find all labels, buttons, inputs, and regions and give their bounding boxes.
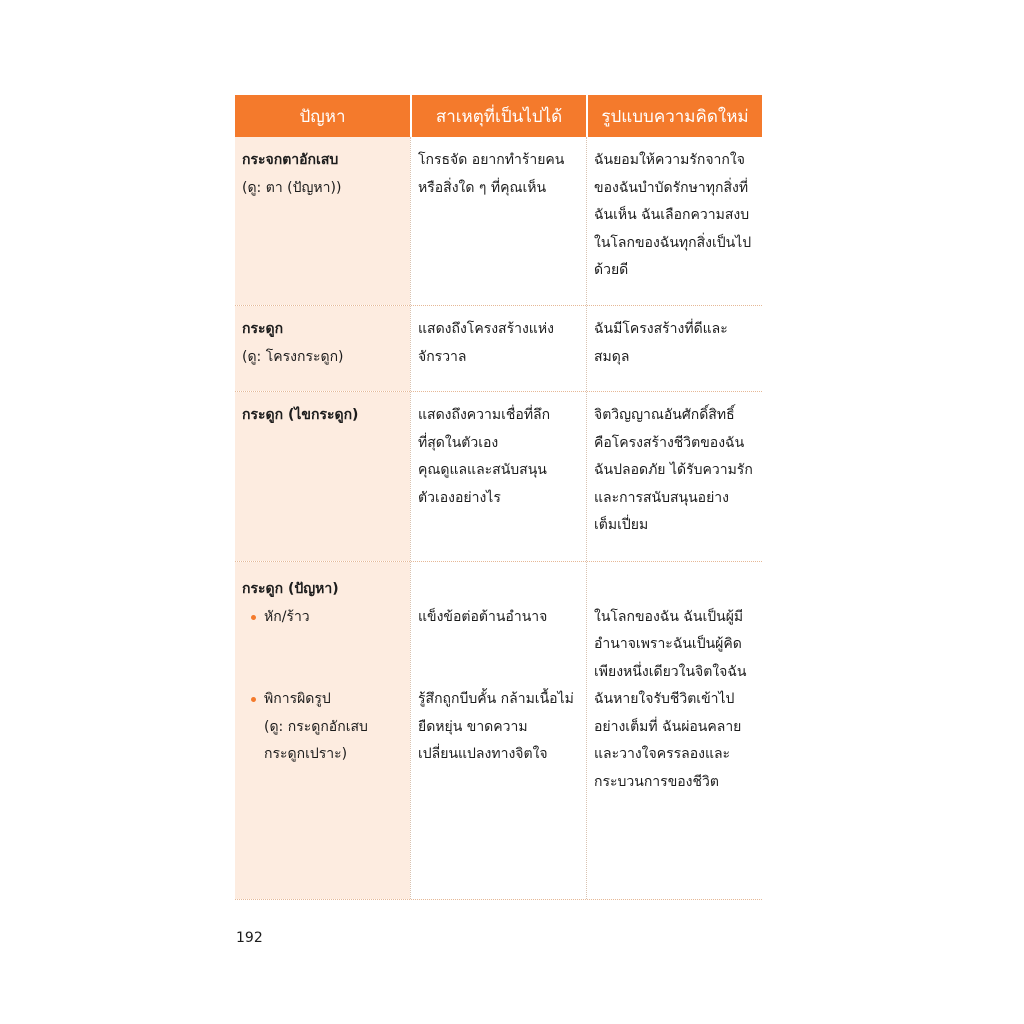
pattern-line: ฉันยอมให้ความรักจากใจ [594,152,745,168]
pattern-line: เต็มเปี่ยม [594,517,649,533]
cause-line: เปลี่ยนแปลงทางจิตใจ [418,746,548,762]
cause-cell [410,392,586,561]
pattern-line: และการสนับสนุนอย่าง [594,489,729,506]
cause-line: หรือสิ่งใด ๆ ที่คุณเห็น [418,179,547,196]
header-problem: ปัญหา [299,106,346,127]
problem-see-also: (ดู: ตา (ปัญหา)) [242,179,342,196]
pattern-line: อย่างเต็มที่ ฉันผ่อนคลาย [594,718,742,735]
pattern-line: ของฉันบำบัดรักษาทุกสิ่งที่ [594,179,749,196]
cause-line: โกรธจัด อยากทำร้ายคน [418,152,565,168]
problem-cell [235,562,410,899]
problem-term: กระจกตาอักเสบ [242,152,339,168]
table-row [235,562,762,900]
cause-line: คุณดูแลและสนับสนุน [418,462,547,478]
pattern-cell [586,137,762,305]
cause-line: แข็งข้อต่อต้านอำนาจ [418,608,548,625]
pattern-line: จิตวิญญาณอันศักดิ์สิทธิ์ [594,407,735,423]
cause-line: รู้สึกถูกบีบคั้น กล้ามเนื้อไม่ [418,691,574,707]
problem-see-also: (ดู: โครงกระดูก) [242,348,344,365]
pattern-line: และวางใจครรลองและ [594,746,731,762]
cause-line: ตัวเองอย่างไร [418,489,501,506]
spacer [242,631,404,686]
remedy-table [235,95,762,900]
pattern-line: ในโลกของฉัน ฉันเป็นผู้มี [594,608,744,625]
pattern-line: กระบวนการของชีวิต [594,773,719,790]
page-number: 192 [236,930,263,946]
table-row [235,392,762,562]
pattern-line: ฉันปลอดภัย ได้รับความรัก [594,462,753,478]
table-row [235,306,762,392]
pattern-line: ด้วยดี [594,262,629,278]
problem-see-also: (ดู: กระดูกอักเสบ [264,718,368,735]
problem-cell [235,306,410,391]
cause-line: แสดงถึงความเชื่อที่ลึก [418,407,551,423]
problem-bullet-deformity: พิการผิดรูป [242,686,404,714]
pattern-cell [586,562,762,899]
problem-bullet-fracture: หัก/ร้าว [242,604,404,632]
cause-line: แสดงถึงโครงสร้างแห่ง [418,321,554,337]
cause-line: จักรวาล [418,348,467,365]
pattern-line: คือโครงสร้างชีวิตของฉัน [594,434,745,451]
pattern-line: อำนาจเพราะฉันเป็นผู้คิด [594,636,742,652]
spacer [418,631,580,686]
cause-cell [410,137,586,305]
pattern-line: ในโลกของฉันทุกสิ่งเป็นไป [594,234,752,251]
pattern-cell [586,306,762,391]
pattern-cell [586,392,762,561]
problem-term: กระดูก (ปัญหา) [242,581,339,597]
table-header [235,95,762,137]
problem-term: กระดูก [242,321,284,337]
header-cause: สาเหตุที่เป็นไปได้ [410,95,586,137]
problem-cell [235,392,410,561]
pattern-line: ฉันเห็น ฉันเลือกความสงบ [594,207,750,223]
problem-see-also: กระดูกเปราะ) [264,746,348,762]
cause-cell [410,306,586,391]
cause-line: ที่สุดในตัวเอง [418,434,499,451]
problem-term: กระดูก (ไขกระดูก) [242,407,359,423]
cause-line: ยืดหยุ่น ขาดความ [418,718,528,735]
pattern-line: ฉันมีโครงสร้างที่ดีและ [594,321,728,337]
header-new-pattern: รูปแบบความคิดใหม่ [586,95,762,137]
cause-cell [410,562,586,899]
problem-cell [235,137,410,305]
pattern-line: สมดุล [594,348,630,365]
table-row [235,137,762,306]
pattern-line: เพียงหนึ่งเดียวในจิตใจฉัน [594,663,747,680]
pattern-line: ฉันหายใจรับชีวิตเข้าไป [594,691,735,707]
